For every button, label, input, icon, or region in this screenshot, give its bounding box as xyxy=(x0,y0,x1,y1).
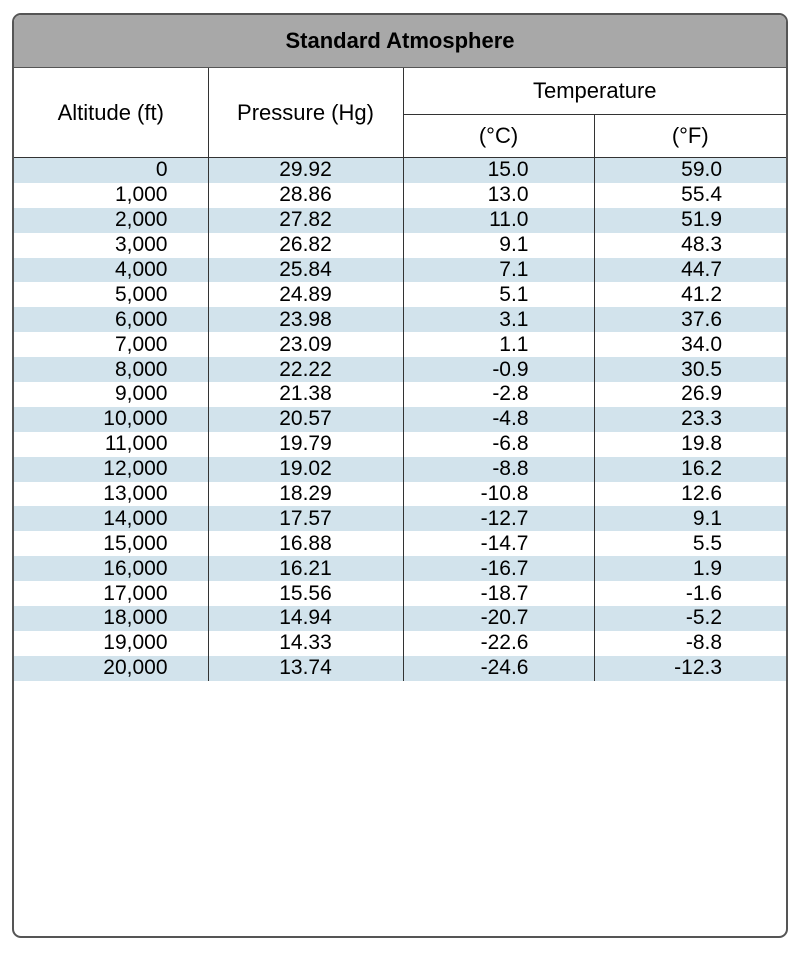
table-row xyxy=(14,258,786,283)
cell-celsius: 13.0 xyxy=(403,183,594,208)
cell-fahrenheit: 19.8 xyxy=(681,432,723,456)
cell-fahrenheit: 41.2 xyxy=(681,282,723,306)
header-celsius: (°C) xyxy=(403,115,594,158)
cell-altitude: 11,000 xyxy=(14,432,208,457)
cell-altitude: 2,000 xyxy=(14,208,208,233)
standard-atmosphere-table xyxy=(14,68,786,681)
cell-altitude: 1,000 xyxy=(14,183,208,208)
cell-altitude: 15,000 xyxy=(14,531,208,556)
cell-pressure: 13.74 xyxy=(208,656,403,681)
cell-fahrenheit: 34.0 xyxy=(681,332,723,356)
cell-fahrenheit: -8.8 xyxy=(685,631,723,655)
header-altitude: Altitude (ft) xyxy=(14,68,208,158)
table-title: Standard Atmosphere xyxy=(14,15,786,68)
header-temperature: Temperature xyxy=(403,68,786,115)
cell-celsius: -16.7 xyxy=(403,556,594,581)
table-row xyxy=(14,656,786,681)
cell-fahrenheit: 12.6 xyxy=(681,482,723,506)
table-row xyxy=(14,282,786,307)
cell-pressure: 19.02 xyxy=(208,457,403,482)
cell-altitude: 5,000 xyxy=(14,282,208,307)
cell-altitude: 13,000 xyxy=(14,482,208,507)
cell-fahrenheit: 23.3 xyxy=(594,407,786,432)
cell-pressure: 16.21 xyxy=(208,556,403,581)
cell-celsius: 7.1 xyxy=(403,258,594,283)
cell-fahrenheit: 37.6 xyxy=(594,307,786,332)
cell-pressure: 25.84 xyxy=(208,258,403,283)
cell-pressure: 19.79 xyxy=(208,432,403,457)
cell-pressure: 18.29 xyxy=(208,482,403,507)
cell-fahrenheit: -5.2 xyxy=(594,606,786,631)
cell-fahrenheit: 30.5 xyxy=(594,357,786,382)
cell-altitude: 20,000 xyxy=(14,656,208,681)
table-row xyxy=(14,307,786,332)
cell-celsius: -4.8 xyxy=(403,407,594,432)
cell-celsius: -20.7 xyxy=(403,606,594,631)
cell-fahrenheit: 5.5 xyxy=(692,531,723,555)
table-row xyxy=(14,332,786,357)
cell-altitude: 4,000 xyxy=(14,258,208,283)
table-row xyxy=(14,581,786,606)
cell-altitude: 3,000 xyxy=(14,233,208,258)
cell-celsius: -24.6 xyxy=(403,656,594,681)
cell-celsius: -6.8 xyxy=(403,432,594,457)
cell-pressure: 17.57 xyxy=(208,506,403,531)
cell-altitude: 17,000 xyxy=(14,581,208,606)
cell-fahrenheit: 48.3 xyxy=(681,233,723,257)
cell-celsius: 3.1 xyxy=(403,307,594,332)
cell-celsius: -2.8 xyxy=(403,382,594,407)
cell-altitude: 8,000 xyxy=(14,357,208,382)
cell-celsius: -8.8 xyxy=(403,457,594,482)
table-row xyxy=(14,556,786,581)
cell-altitude: 18,000 xyxy=(14,606,208,631)
table-row xyxy=(14,631,786,656)
cell-celsius: -14.7 xyxy=(403,531,594,556)
cell-pressure: 20.57 xyxy=(208,407,403,432)
table-row xyxy=(14,382,786,407)
cell-fahrenheit: 9.1 xyxy=(594,506,786,531)
cell-celsius: -18.7 xyxy=(403,581,594,606)
cell-pressure: 14.94 xyxy=(208,606,403,631)
cell-pressure: 28.86 xyxy=(208,183,403,208)
table-row xyxy=(14,357,786,382)
cell-fahrenheit: 51.9 xyxy=(594,208,786,233)
cell-fahrenheit: 26.9 xyxy=(681,382,723,406)
cell-fahrenheit: 55.4 xyxy=(681,183,723,207)
cell-celsius: -0.9 xyxy=(403,357,594,382)
cell-altitude: 19,000 xyxy=(14,631,208,656)
cell-altitude: 6,000 xyxy=(14,307,208,332)
cell-fahrenheit: -12.3 xyxy=(594,656,786,681)
cell-pressure: 23.98 xyxy=(208,307,403,332)
cell-pressure: 27.82 xyxy=(208,208,403,233)
table-row xyxy=(14,407,786,432)
cell-fahrenheit: -1.6 xyxy=(685,581,723,605)
table-row xyxy=(14,531,786,556)
cell-celsius: -10.8 xyxy=(403,482,594,507)
cell-celsius: 11.0 xyxy=(403,208,594,233)
cell-altitude: 12,000 xyxy=(14,457,208,482)
cell-altitude: 10,000 xyxy=(14,407,208,432)
cell-pressure: 16.88 xyxy=(208,531,403,556)
cell-fahrenheit: 16.2 xyxy=(594,457,786,482)
table-row xyxy=(14,158,786,183)
cell-celsius: 9.1 xyxy=(403,233,594,258)
cell-celsius: 1.1 xyxy=(403,332,594,357)
table-header xyxy=(14,68,786,158)
table-body xyxy=(14,158,786,681)
cell-pressure: 15.56 xyxy=(208,581,403,606)
cell-altitude: 0 xyxy=(14,158,208,183)
table-row xyxy=(14,457,786,482)
header-pressure: Pressure (Hg) xyxy=(208,68,403,158)
cell-pressure: 21.38 xyxy=(208,382,403,407)
cell-pressure: 22.22 xyxy=(208,357,403,382)
cell-altitude: 16,000 xyxy=(14,556,208,581)
table-row xyxy=(14,432,786,457)
cell-pressure: 24.89 xyxy=(208,282,403,307)
table-row xyxy=(14,183,786,208)
cell-altitude: 14,000 xyxy=(14,506,208,531)
cell-pressure: 26.82 xyxy=(208,233,403,258)
cell-celsius: -22.6 xyxy=(403,631,594,656)
table-row xyxy=(14,482,786,507)
cell-celsius: 15.0 xyxy=(403,158,594,183)
cell-celsius: -12.7 xyxy=(403,506,594,531)
table-row xyxy=(14,606,786,631)
standard-atmosphere-table-frame xyxy=(12,13,788,938)
cell-fahrenheit: 1.9 xyxy=(594,556,786,581)
cell-altitude: 9,000 xyxy=(14,382,208,407)
cell-pressure: 23.09 xyxy=(208,332,403,357)
header-fahrenheit: (°F) xyxy=(671,123,709,148)
cell-pressure: 14.33 xyxy=(208,631,403,656)
cell-fahrenheit: 59.0 xyxy=(594,158,786,183)
table-row xyxy=(14,233,786,258)
cell-fahrenheit: 44.7 xyxy=(594,258,786,283)
cell-pressure: 29.92 xyxy=(208,158,403,183)
cell-celsius: 5.1 xyxy=(403,282,594,307)
table-row xyxy=(14,208,786,233)
cell-altitude: 7,000 xyxy=(14,332,208,357)
table-row xyxy=(14,506,786,531)
